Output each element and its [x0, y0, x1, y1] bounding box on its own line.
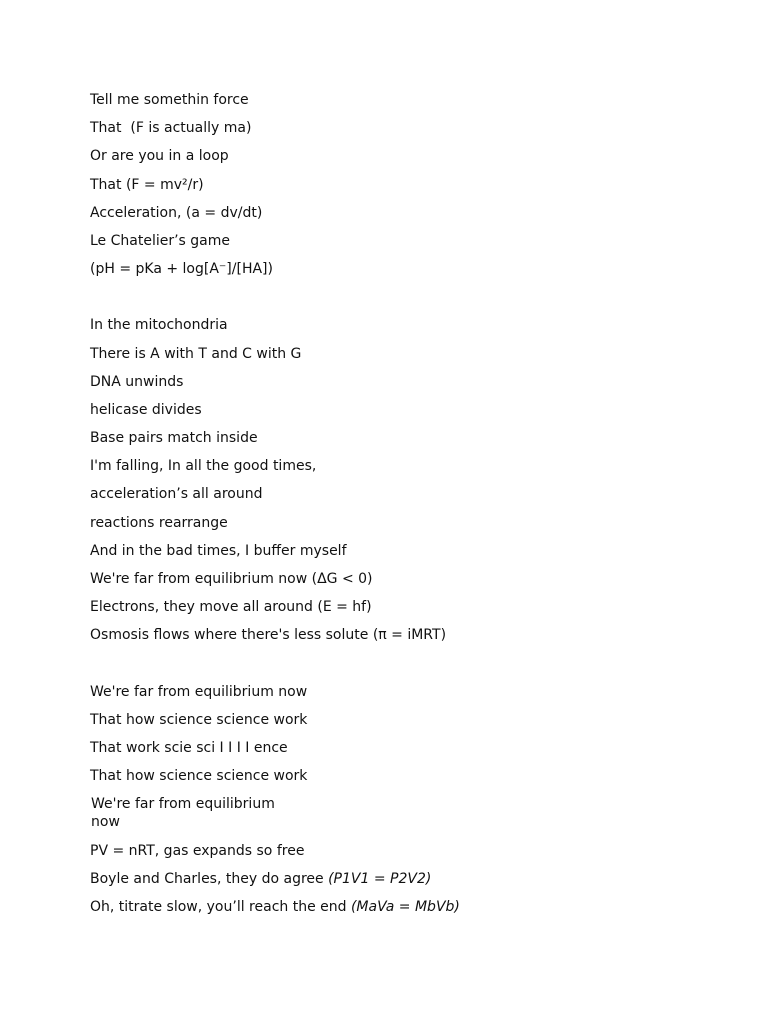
lyric-line: (pH = pKa + log[A⁻]/[HA])	[90, 261, 273, 278]
lyric-line: In the mitochondria	[90, 317, 228, 334]
stanza-2	[90, 316, 730, 644]
lyric-line: acceleration’s all around	[90, 486, 263, 503]
lyric-line: That (F is actually ma)	[90, 120, 252, 137]
lyric-line: helicase divides	[90, 401, 202, 418]
lyric-line: That how science science work	[90, 711, 308, 728]
lyric-line: I'm falling, In all the good times,	[90, 458, 317, 475]
lyric-line: Tell me somethin force	[90, 92, 249, 108]
lyric-line: reactions rearrange	[90, 514, 228, 531]
lyric-line: We're far from equilibrium now (ΔG < 0)	[90, 571, 373, 587]
lyric-line: Acceleration, (a = dv/dt)	[90, 204, 263, 221]
formula-italic: (P1V1 = P2V2)	[328, 870, 432, 887]
lyric-line: Osmosis flows where there's less solute (π = iMRT)	[90, 627, 447, 644]
formula-italic: (MaVa = MbVb)	[350, 898, 460, 915]
lyric-line: That (F = mv²/r)	[90, 176, 204, 193]
lyric-line-with-formula	[90, 870, 730, 888]
stanza-gap	[90, 655, 730, 683]
lyric-line: And in the bad times, I buffer myself	[90, 542, 347, 559]
stanza-4	[90, 842, 730, 916]
stanza-1	[90, 91, 730, 278]
lyric-text: Boyle and Charles, they do agree	[90, 870, 329, 887]
lyric-line: We're far from equilibrium now	[90, 683, 308, 700]
lyric-line: Or are you in a loop	[90, 148, 229, 165]
lyric-line-with-formula	[90, 898, 730, 916]
lyric-line: DNA unwinds	[90, 373, 184, 390]
lyric-line: That work scie sci I I I I ence	[90, 739, 288, 756]
lyric-line: PV = nRT, gas expands so free	[90, 842, 305, 859]
lyric-text: Oh, titrate slow, you’ll reach the end	[90, 898, 351, 915]
wrapped-lyric-line: We're far from equilibrium now	[91, 796, 275, 831]
lyric-line: Electrons, they move all around (E = hf)	[90, 599, 372, 616]
lyric-line: Base pairs match inside	[90, 430, 258, 447]
document-page	[90, 91, 730, 926]
stanza-gap	[90, 288, 730, 316]
lyric-line: Le Chatelier’s game	[90, 232, 231, 249]
stanza-3	[90, 683, 730, 786]
lyric-line: There is A with T and C with G	[90, 345, 302, 362]
lyric-line: That how science science work	[90, 768, 308, 785]
